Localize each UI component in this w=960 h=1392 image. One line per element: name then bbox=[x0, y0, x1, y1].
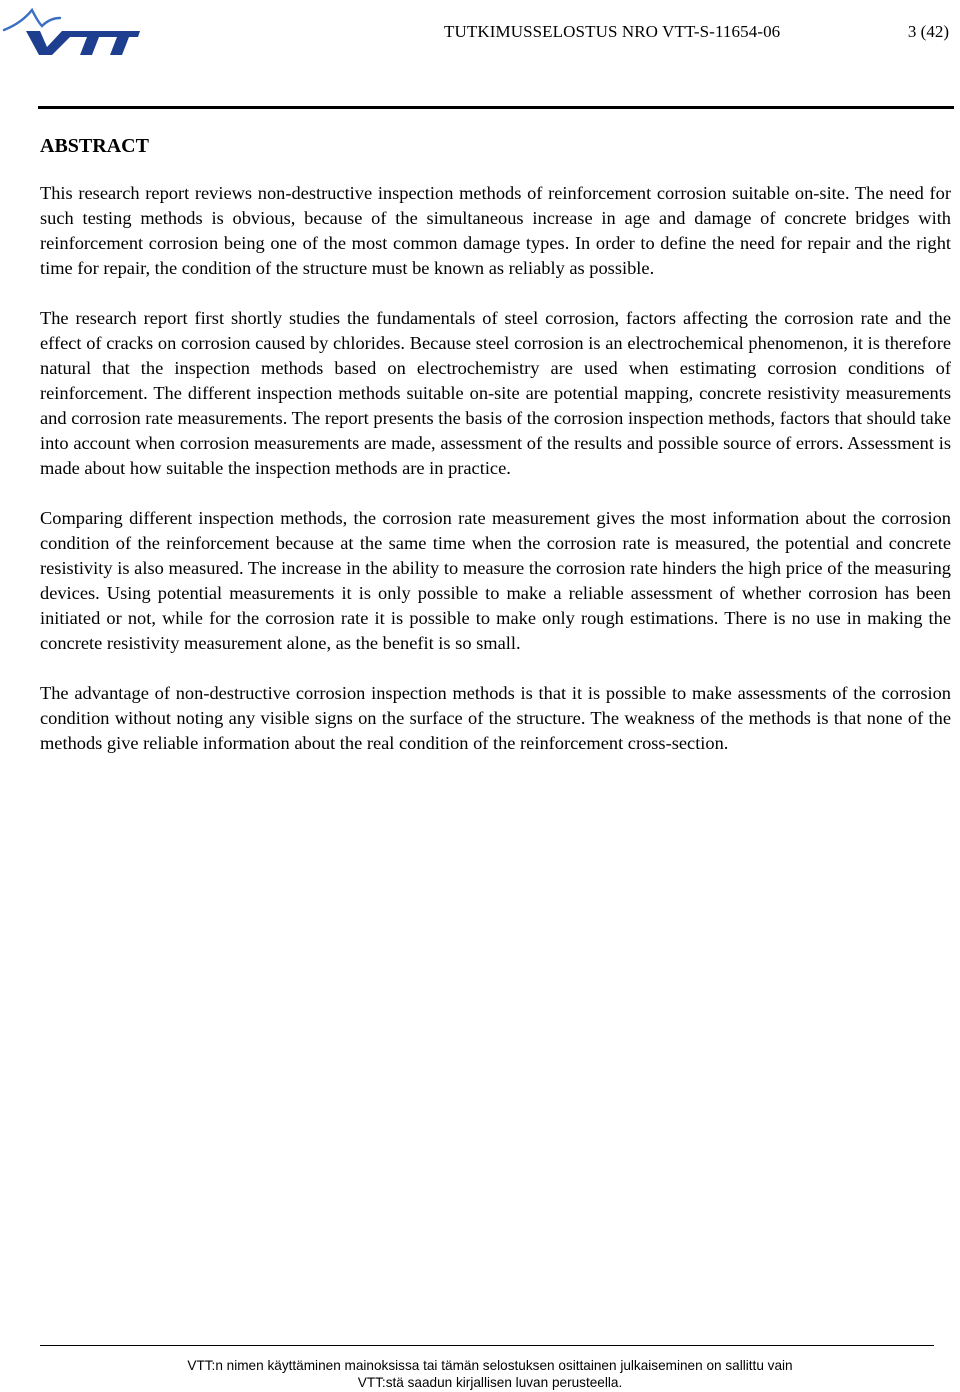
abstract-section bbox=[40, 133, 951, 781]
abstract-heading: ABSTRACT bbox=[40, 135, 149, 157]
report-number: TUTKIMUSSELOSTUS NRO VTT-S-11654-06 bbox=[444, 22, 781, 41]
footer-line-1: VTT:n nimen käyttäminen mainoksissa tai tämän selostuksen osittainen julkaiseminen on sallittu vain bbox=[187, 1358, 793, 1373]
page-number: 3 (42) bbox=[907, 22, 949, 41]
footer-notice bbox=[0, 1357, 960, 1391]
abstract-paragraph-1: This research report reviews non-destructive inspection methods of reinforcement corrosion suitable on-site. The need for such testing methods is obvious, because of the simultaneous increase in age and damage of concrete bridges with reinforcement corrosion being one of the most common damage types. In order to define the need for repair and the right time for repair, the condition of the structure must be known as reliably as possible. bbox=[40, 183, 951, 278]
abstract-paragraph-2: The research report first shortly studies the fundamentals of steel corrosion, factors affecting the corrosion rate and the effect of cracks on corrosion caused by chlorides. Because steel corrosion is an electrochemical phenomenon, it is therefore natural that the inspection methods based on electrochemistry are used when estimating corrosion conditions of reinforcement. The different inspection methods suitable on-site are potential mapping, concrete resistivity measurements and corrosion rate measurements. The report presents the basis of the corrosion inspection methods, factors that should take into account when corrosion measurements are made, assessment of the results and possible source of errors. Assessment is made about how suitable the inspection methods are in practice. bbox=[40, 308, 951, 478]
footer-line-2: VTT:stä saadun kirjallisen luvan perusteella. bbox=[357, 1375, 623, 1390]
abstract-paragraph-4: The advantage of non-destructive corrosion inspection methods is that it is possible to make assessments of the corrosion condition without noting any visible signs on the surface of the structure. The weakness of the methods is that none of the methods give reliable information about the real condition of the reinforcement cross-section. bbox=[40, 683, 951, 753]
vtt-logo bbox=[2, 4, 142, 56]
footer-divider bbox=[40, 1345, 934, 1346]
abstract-paragraph-3: Comparing different inspection methods, the corrosion rate measurement gives the most information about the corrosion condition of the reinforcement because at the same time when the corrosion rate is measured, the potential and concrete resistivity is also measured. The increase in the ability to measure the corrosion rate hinders the high price of the measuring devices. Using potential measurements it is only possible to make a reliable assessment of whether corrosion has been initiated or not, while for the corrosion rate it is possible to make only rough estimations. There is no use in making the concrete resistivity measurement alone, as the benefit is so small. bbox=[40, 508, 951, 653]
header-divider bbox=[38, 106, 954, 109]
